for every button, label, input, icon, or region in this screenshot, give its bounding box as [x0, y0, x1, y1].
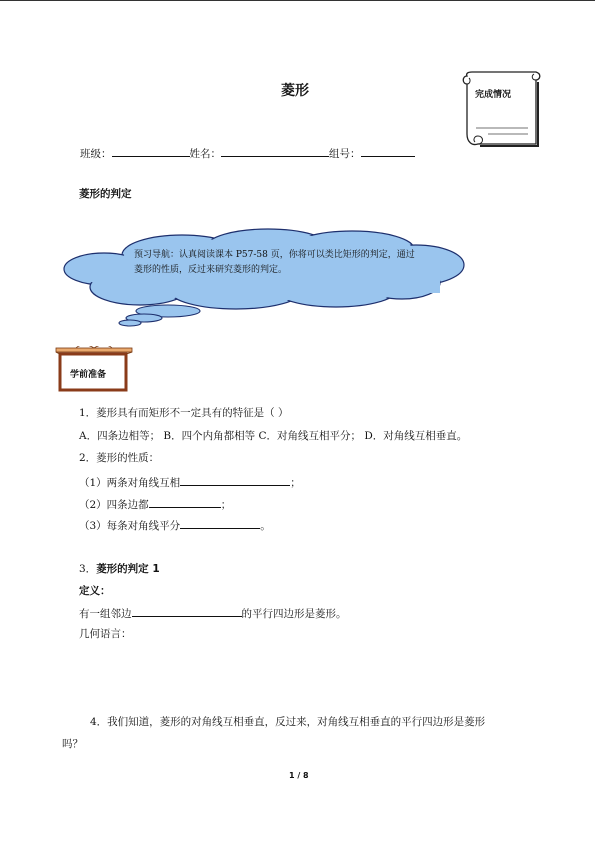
- q4-text-line1: 4．我们知道，菱形的对角线互相垂直，反过来，对角线互相垂直的平行四边形是菱形: [90, 716, 486, 728]
- completion-scroll-icon: [458, 68, 546, 150]
- q2-blank-2[interactable]: [149, 496, 221, 508]
- page-number: 1 / 8: [289, 771, 309, 780]
- q2-item-2: （2）四条边都 ；: [79, 496, 231, 512]
- page-top-rule: [0, 0, 595, 1]
- completion-badge-label: 完成情况: [475, 90, 512, 100]
- q3-heading: 3．菱形的判定 1: [79, 563, 160, 575]
- name-field[interactable]: [221, 145, 329, 157]
- q2-blank-3[interactable]: [180, 517, 260, 529]
- name-label: 姓名：: [189, 148, 221, 160]
- student-info-line: [80, 145, 415, 161]
- q1-options: A．四条边相等； B．四个内角都相等 C．对角线互相平分； D．对角线互相垂直。: [79, 430, 468, 442]
- q3-definition-line: 有一组邻边 的平行四边形是菱形。: [79, 605, 347, 621]
- group-field[interactable]: [361, 145, 415, 157]
- class-label: 班级：: [80, 148, 112, 160]
- group-label: 组号：: [329, 148, 361, 160]
- q2-item-3: （3）每条对角线平分 。: [79, 517, 271, 533]
- page-title: 菱形: [281, 83, 309, 99]
- class-field[interactable]: [112, 145, 190, 157]
- section-heading: 菱形的判定: [79, 188, 132, 200]
- q2-item-1: （1）两条对角线互相 ；: [79, 474, 301, 490]
- q2-blank-1[interactable]: [180, 474, 290, 486]
- q2-stem: 2．菱形的性质：: [79, 452, 160, 464]
- q3-definition-blank[interactable]: [132, 605, 242, 617]
- q3-definition-label: 定义：: [79, 585, 111, 597]
- q3-geometry-label: 几何语言：: [79, 628, 132, 640]
- signboard-label: 学前准备: [70, 370, 107, 380]
- q4-text-line2: 吗？: [62, 738, 83, 750]
- q1-stem: 1．菱形具有而矩形不一定具有的特征是（ ）: [79, 407, 289, 419]
- cloud-guidance-text: 预习导航：认真阅读课本 P57-58 页，你将可以类比矩形的判定，通过菱形的性质，反过来研究菱形的判定。: [134, 250, 415, 275]
